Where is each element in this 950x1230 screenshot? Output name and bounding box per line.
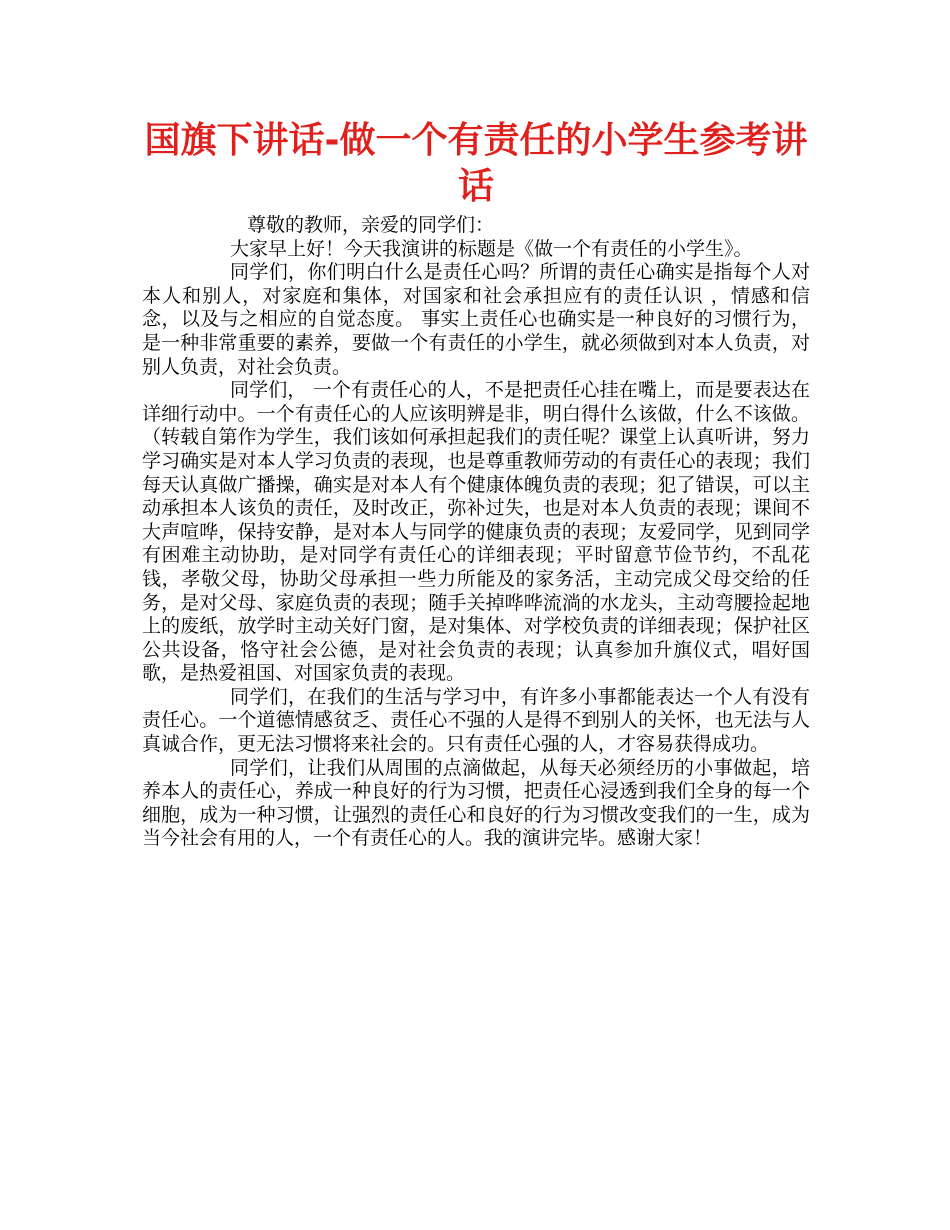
body-paragraph: 同学们，在我们的生活与学习中，有许多小事都能表达一个人有没有责任心。一个道德情感贫乏、责任心不强的人是得不到别人的关怀，也无法与人真诚合作，更无法习惯将来社会的。只有责任心强的人，才容易获得成功。 [142,685,810,756]
body-paragraph: 同学们，你们明白什么是责任心吗？所谓的责任心确实是指每个人对本人和别人，对家庭和集体，对国家和社会承担应有的责任认识 ，情感和信念，以及与之相应的自觉态度。 事实上责任心也确实是一种良好的习惯行为，是一种非常重要的素养，要做一个有责任的小学生，就必须做到对本人负责，对别人负责，对社会负责。 [142,261,810,378]
body-paragraph: 同学们，让我们从周围的点滴做起，从每天必须经历的小事做起，培养本人的责任心，养成一种良好的行为习惯，把责任心浸透到我们全身的每一个细胞，成为一种习惯，让强烈的责任心和良好的行为习惯改变我们的一生，成为当今社会有用的人，一个有责任心的人。我的演讲完毕。感谢大家！ [142,756,810,850]
body-paragraph: 大家早上好！今天我演讲的标题是《做一个有责任的小学生》。 [230,237,753,260]
greeting-paragraph: 尊敬的教师，亲爱的同学们： [247,214,495,236]
document-page [142,118,810,851]
document-body [142,214,810,851]
body-paragraph: 同学们， 一个有责任心的人，不是把责任心挂在嘴上，而是要表达在详细行动中。一个有责任心的人应该明辨是非，明白得什么该做，什么不该做。（转载自第作为学生，我们该如何承担起我们的责任呢？课堂上认真听讲，努力学习确实是对本人学习负责的表现，也是尊重教师劳动的有责任心的表现；我们每天认真做广播操，确实是对本人有个健康体魄负责的表现；犯了错误，可以主动承担本人该负的责任，及时改正，弥补过失，也是对本人负责的表现；课间不大声喧哗，保持安静，是对本人与同学的健康负责的表现；友爱同学，见到同学有困难主动协助，是对同学有责任心的详细表现；平时留意节俭节约，不乱花钱，孝敬父母，协助父母承担一些力所能及的家务活，主动完成父母交给的任务，是对父母、家庭负责的表现；随手关掉哗哗流淌的水龙头，主动弯腰捡起地上的废纸，放学时主动关好门窗，是对集体、对学校负责的详细表现；保护社区公共设备，恪守社会公德，是对社会负责的表现；认真参加升旗仪式，唱好国歌，是热爱祖国、对国家负责的表现。 [142,379,810,685]
document-title: 国旗下讲话-做一个有责任的小学生参考讲话 [144,120,808,207]
